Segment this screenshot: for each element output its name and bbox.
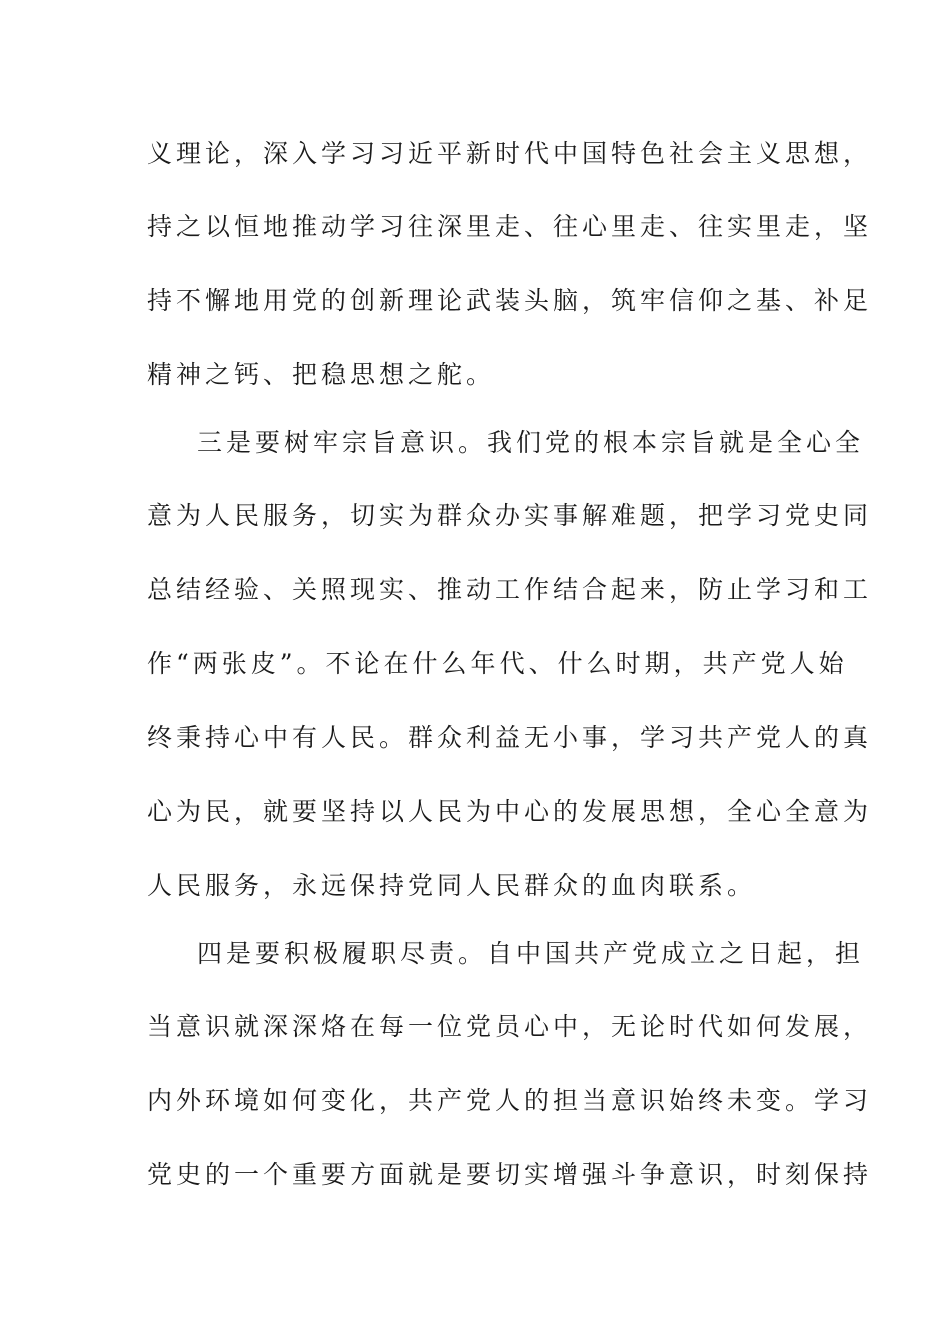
text-line-13: 当意识就深深烙在每一位党员心中，无论时代如何发展，: [147, 1012, 873, 1041]
paragraph-start-line: 四是要积极履职尽责。自中国共产党成立之日起，担: [197, 939, 865, 968]
text-line-2: 持之以恒地推动学习往深里走、往心里走、往实里走，坚: [147, 212, 873, 241]
text-line-9: 终秉持心中有人民。群众利益无小事，学习共产党人的真: [147, 723, 873, 752]
text-line-11: 人民服务，永远保持党同人民群众的血肉联系。: [147, 871, 757, 900]
text-line-4: 精神之钙、把稳思想之舵。: [147, 360, 496, 389]
text-line-15: 党史的一个重要方面就是要切实增强斗争意识，时刻保持: [147, 1160, 873, 1189]
text-line-7: 总结经验、关照现实、推动工作结合起来，防止学习和工: [147, 575, 873, 604]
text-line-10: 心为民，就要坚持以人民为中心的发展思想，全心全意为: [147, 797, 873, 826]
text-line-1: 义理论，深入学习习近平新时代中国特色社会主义思想，: [147, 139, 873, 168]
text-line-6: 意为人民服务，切实为群众办实事解难题，把学习党史同: [147, 501, 873, 530]
text-line-3: 持不懈地用党的创新理论武装头脑，筑牢信仰之基、补足: [147, 286, 873, 315]
text-line-14: 内外环境如何变化，共产党人的担当意识始终未变。学习: [147, 1086, 873, 1115]
paragraph-start-line: 三是要树牢宗旨意识。我们党的根本宗旨就是全心全: [197, 428, 865, 457]
text-line-8: 作“两张皮”。不论在什么年代、什么时期，共产党人始: [147, 649, 848, 678]
